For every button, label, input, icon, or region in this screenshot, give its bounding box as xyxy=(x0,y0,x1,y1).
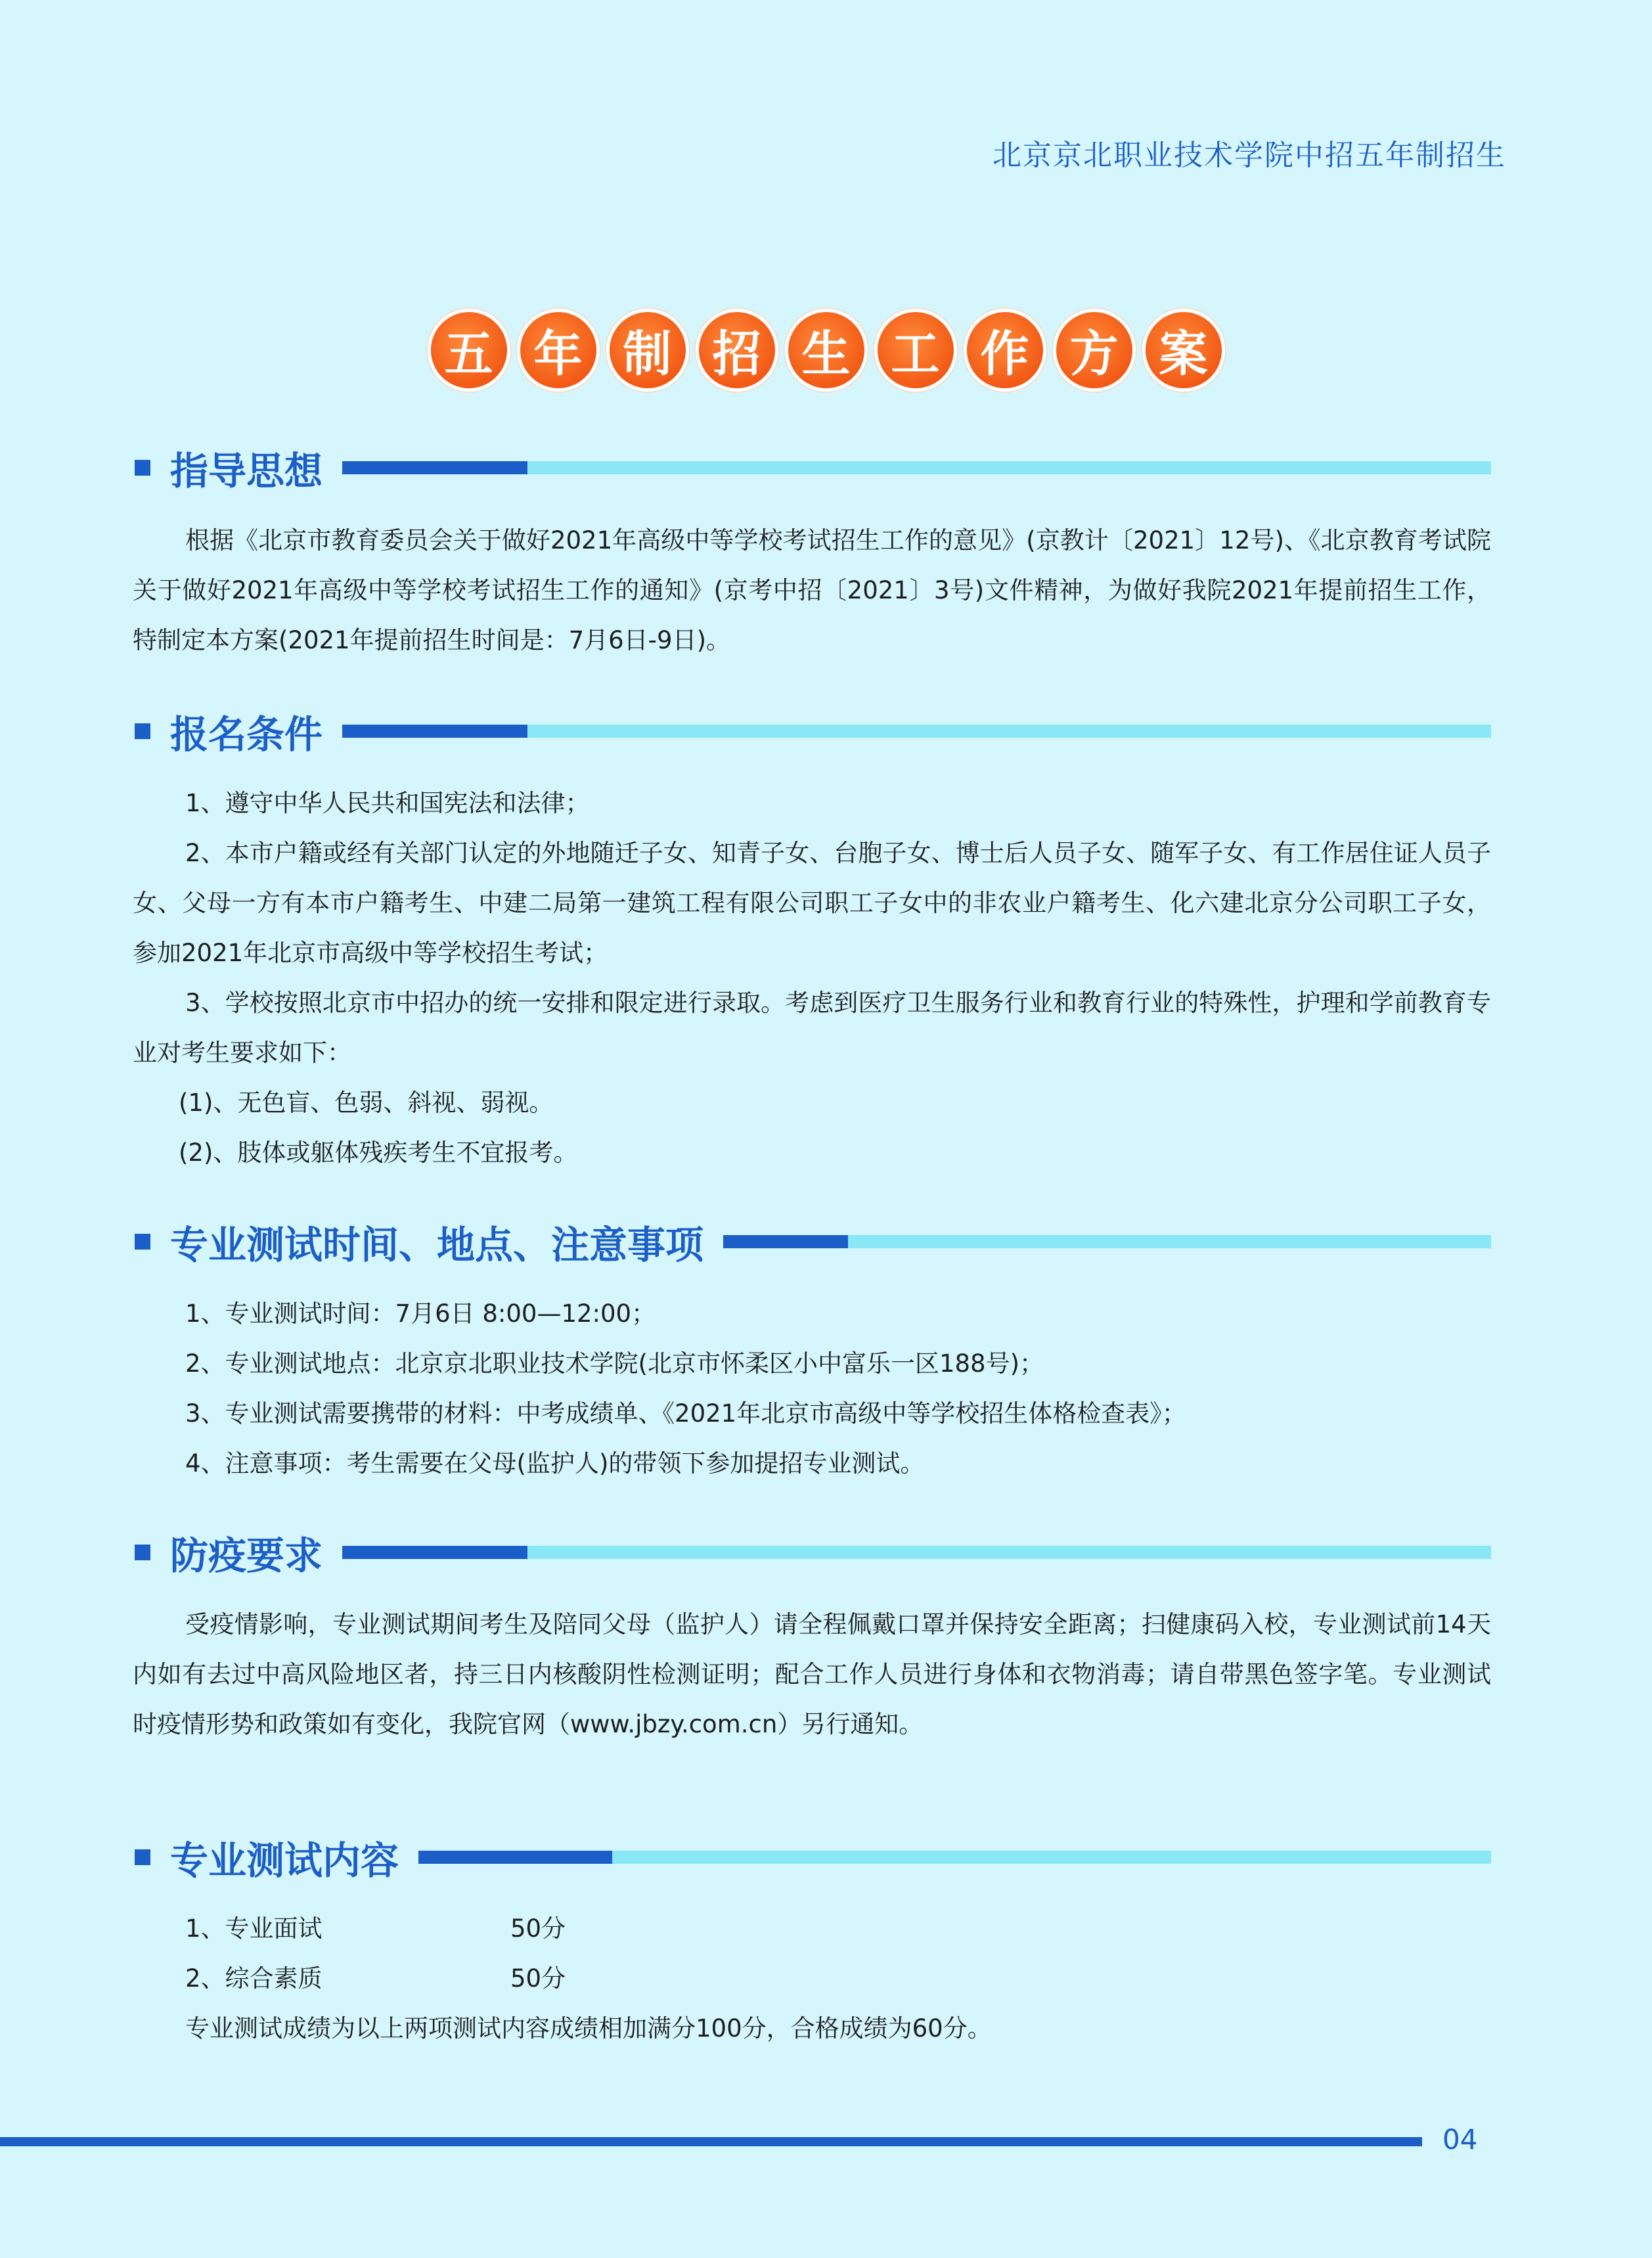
score-note: 专业测试成绩为以上两项测试内容成绩相加满分100分，合格成绩为60分。 xyxy=(185,2014,992,2043)
list-item: 2、专业测试地点：北京京北职业技术学院(北京市怀柔区小中富乐一区188号)； xyxy=(185,1349,1044,1378)
title-char: 招 xyxy=(696,309,778,392)
section-divider xyxy=(418,1851,1491,1864)
guide-paragraph xyxy=(133,516,1491,666)
section-divider xyxy=(342,725,1491,738)
list-item: 3、专业测试需要携带的材料：中考成绩单、《2021年北京市高级中等学校招生体格检查表》； xyxy=(185,1399,1186,1428)
list-item: (2)、肢体或躯体残疾考生不宜报考。 xyxy=(179,1139,578,1167)
list-item: 3、学校按照北京市中招办的统一安排和限定进行录取。考虑到医疗卫生服务行业和教育行业的特殊性，护理和学前教育专业对考生要求如下： xyxy=(133,989,1491,1067)
section-bullet-icon xyxy=(135,1545,150,1560)
page-title xyxy=(0,309,1652,392)
section-title-conditions: 报名条件 xyxy=(170,712,323,757)
title-char: 案 xyxy=(1142,309,1225,392)
score-row xyxy=(133,1904,1491,1954)
section-divider xyxy=(723,1235,1491,1248)
title-char: 年 xyxy=(517,309,600,392)
section-header-epidemic xyxy=(135,1526,1491,1579)
section-bullet-icon xyxy=(135,723,150,739)
list-item: (1)、无色盲、色弱、斜视、弱视。 xyxy=(179,1089,554,1117)
title-char: 生 xyxy=(785,309,868,392)
epidemic-paragraph xyxy=(133,1600,1491,1750)
page-number: 04 xyxy=(1442,2123,1478,2156)
section-title-test-info: 专业测试时间、地点、注意事项 xyxy=(170,1223,704,1267)
list-item: 1、遵守中华人民共和国宪法和法律； xyxy=(185,789,590,817)
section-title-epidemic: 防疫要求 xyxy=(170,1533,323,1578)
score-label: 1、专业面试 xyxy=(185,1914,323,1943)
epidemic-text: 受疫情影响，专业测试期间考生及陪同父母（监护人）请全程佩戴口罩并保持安全距离；扫健康码入校，专业测试前14天内如有去过中高风险地区者，持三日内核酸阴性检测证明；配合工作人员进行身体和衣物消毒；请自带黑色签字笔。专业测试时疫情形势和政策如有变化，我院官网（www.jbzy.com.cn）另行通知。 xyxy=(133,1610,1491,1738)
footer-bar xyxy=(0,2137,1422,2146)
title-char: 制 xyxy=(606,309,689,392)
section-bullet-icon xyxy=(135,460,150,476)
section-header-content xyxy=(135,1831,1491,1884)
section-bullet-icon xyxy=(135,1849,150,1865)
conditions-list xyxy=(133,779,1491,1178)
section-divider xyxy=(342,461,1491,474)
title-char: 作 xyxy=(964,309,1046,392)
header-school-name: 北京京北职业技术学院中招五年制招生 xyxy=(993,139,1506,172)
section-header-test-info xyxy=(135,1215,1491,1268)
section-bullet-icon xyxy=(135,1234,150,1250)
section-header-guide xyxy=(135,441,1491,494)
test-info-list xyxy=(133,1289,1491,1489)
score-value: 50分 xyxy=(510,1964,566,1993)
content-list xyxy=(133,1904,1491,2054)
section-divider xyxy=(342,1546,1491,1559)
section-header-conditions xyxy=(135,705,1491,757)
score-row xyxy=(133,1954,1491,2004)
list-item: 4、注意事项：考生需要在父母(监护人)的带领下参加提招专业测试。 xyxy=(185,1449,925,1478)
section-title-content: 专业测试内容 xyxy=(170,1838,399,1883)
title-char: 工 xyxy=(874,309,957,392)
section-title-guide: 指导思想 xyxy=(170,449,323,493)
list-item: 2、本市户籍或经有关部门认定的外地随迁子女、知青子女、台胞子女、博士后人员子女、随军子女、有工作居住证人员子女、父母一方有本市户籍考生、中建二局第一建筑工程有限公司职工子女中的非农业户籍考生、化六建北京分公司职工子女，参加2021年北京市高级中等学校招生考试； xyxy=(133,839,1491,967)
title-char: 五 xyxy=(428,309,510,392)
score-label: 2、综合素质 xyxy=(185,1964,323,1993)
title-char: 方 xyxy=(1053,309,1136,392)
guide-text: 根据《北京市教育委员会关于做好2021年高级中等学校考试招生工作的意见》(京教计〔2021〕12号)、《北京教育考试院关于做好2021年高级中等学校考试招生工作的通知》(京考中招〔2021〕3号)文件精神，为做好我院2021年提前招生工作，特制定本方案(2021年提前招生时间是：7月6日-9日)。 xyxy=(133,526,1491,654)
score-value: 50分 xyxy=(510,1914,566,1943)
list-item: 1、专业测试时间：7月6日 8:00—12:00； xyxy=(185,1299,656,1328)
